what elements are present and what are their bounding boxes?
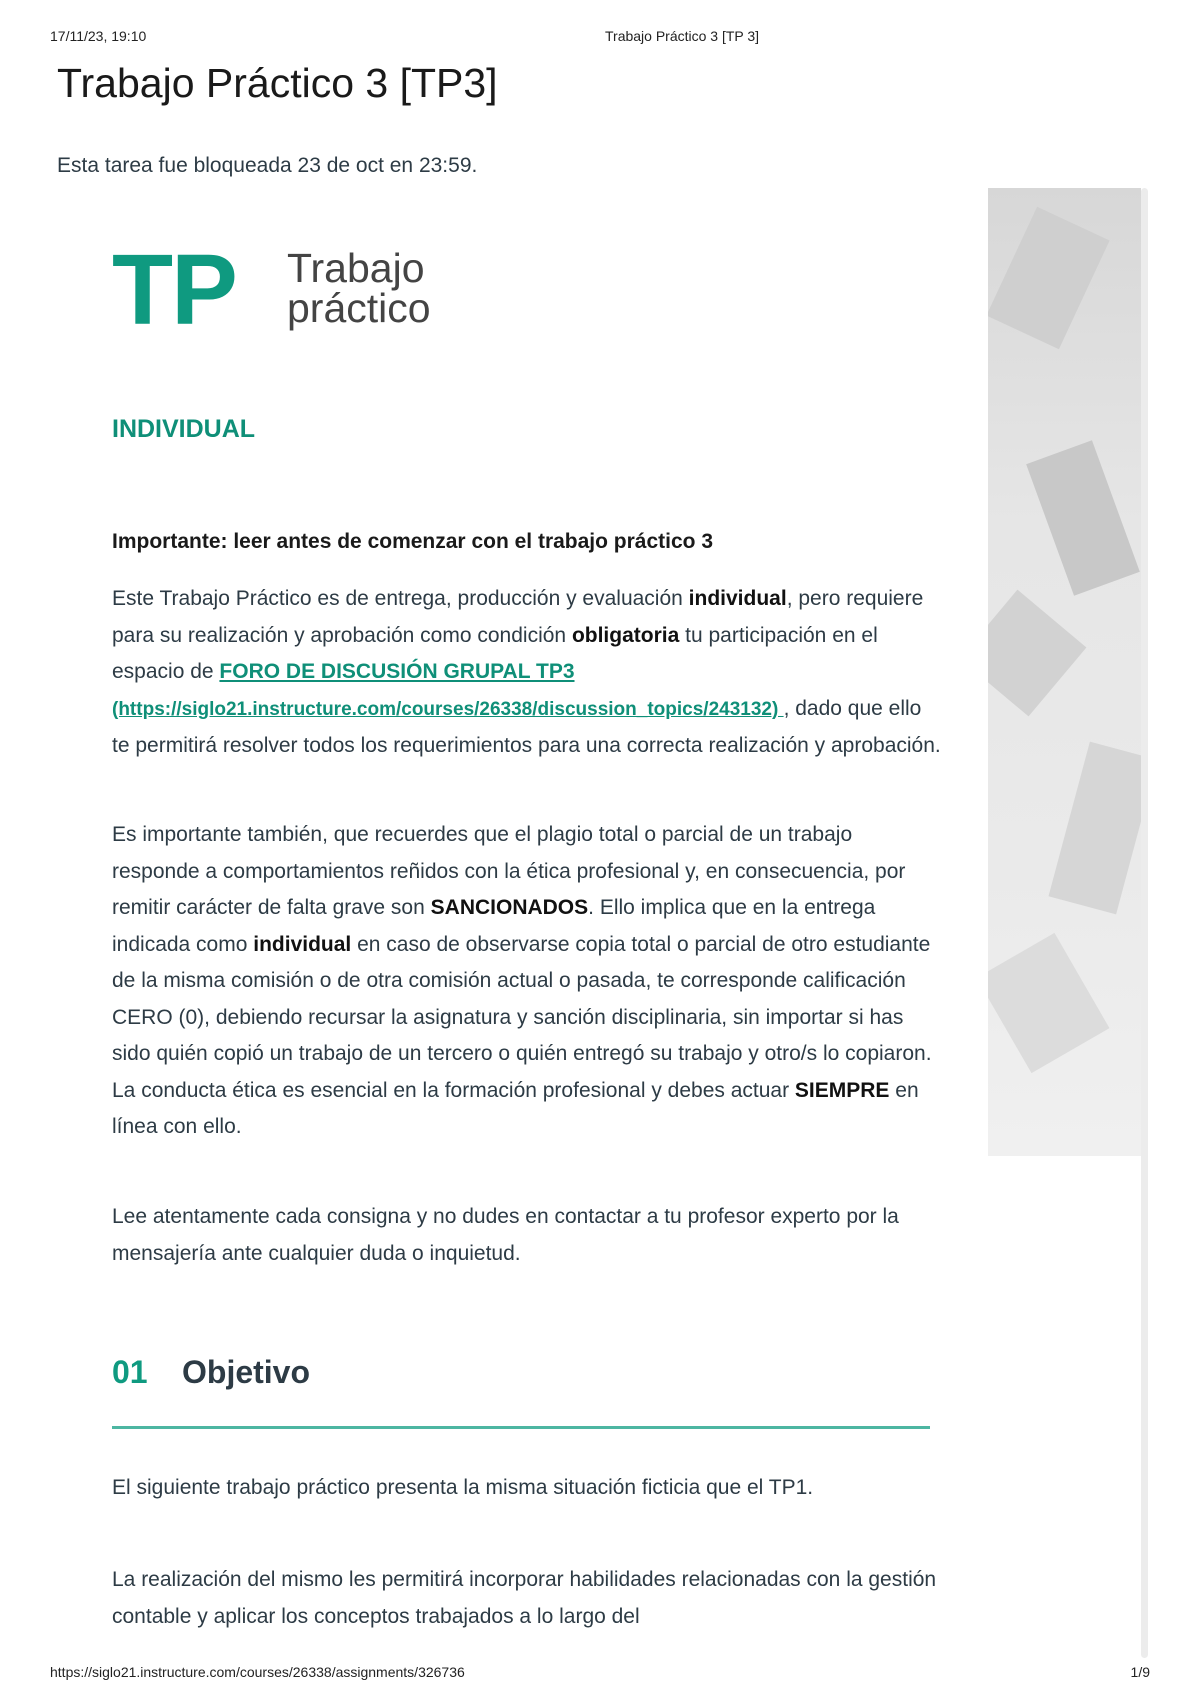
section-number: 01 <box>112 1354 148 1390</box>
tp-logo-word-line2: práctico <box>287 285 431 331</box>
paragraph-participation <box>112 581 942 765</box>
p2-bold-individual: individual <box>253 932 352 956</box>
print-datetime: 17/11/23, 19:10 <box>50 28 147 44</box>
p2-text-1: Es importante también, que recuerdes que el plagio total o parcial de un trabajo responde a comportamientos reñidos con la ética profesional y, en consecuencia, por remitir carácter de falta grave son <box>112 823 906 919</box>
tp-logo-word <box>287 245 431 331</box>
p2-bold-sancionados: SANCIONADOS <box>430 896 589 919</box>
decorative-side-image <box>988 188 1141 1156</box>
p1-text-4: , dado que ello te permitirá resolver todos los requerimientos para una correcta realización y aprobación. <box>112 696 941 757</box>
tp-logo-mark: TP <box>112 234 236 346</box>
p2-text-4: en línea con ello. <box>112 1078 919 1138</box>
forum-url-link[interactable]: (https://siglo21.instructure.com/courses/26338/discussion_topics/243132) <box>112 698 784 720</box>
lock-notice: Esta tarea fue bloqueada 23 de oct en 23:59. <box>57 154 478 177</box>
p1-bold-obligatoria: obligatoria <box>571 623 680 647</box>
section-title: Objetivo <box>182 1354 311 1390</box>
print-doc-title: Trabajo Práctico 3 [TP 3] <box>605 28 760 44</box>
section-divider <box>112 1426 930 1429</box>
print-header <box>50 28 1150 48</box>
p2-text-3: en caso de observarse copia total o parcial de otro estudiante de la misma comisión o de otra comisión actual o pasada, te corresponde calificación CERO (0), debiendo recursar la asignatura y sanción disciplinaria, sin importar si has sido quién copió un trabajo de un tercero o quién entregó su trabajo y otro/s lo copiaron. La conducta ética es esencial en la formación profesional y debes actuar <box>112 932 932 1102</box>
print-footer <box>50 1664 1150 1684</box>
print-page-number: 1/9 <box>1130 1664 1150 1680</box>
p2-text-2: . Ello implica que en la entrega indicada como <box>112 896 876 956</box>
p2-bold-siempre: SIEMPRE <box>794 1078 890 1102</box>
importante-heading: Importante: leer antes de comenzar con el trabajo práctico 3 <box>112 530 714 553</box>
p1-text-3: tu participación en el espacio de <box>112 623 878 683</box>
paragraph-plagiarism <box>112 817 942 1146</box>
individual-label: INDIVIDUAL <box>112 415 256 443</box>
forum-link[interactable]: FORO DE DISCUSIÓN GRUPAL TP3 <box>219 660 575 683</box>
p1-text-2: , pero requiere para su realización y aprobación como condición <box>112 587 924 647</box>
p1-text-1: Este Trabajo Práctico es de entrega, producción y evaluación <box>112 587 689 610</box>
page-scrollbar[interactable] <box>1141 188 1148 1658</box>
print-url: https://siglo21.instructure.com/courses/26338/assignments/326736 <box>50 1664 465 1680</box>
tp-logo-word-line1: Trabajo <box>287 245 425 291</box>
p1-bold-individual: individual <box>688 587 787 610</box>
paragraph-objective-2: La realización del mismo les permitirá incorporar habilidades relacionadas con la gestión contable y aplicar los conceptos trabajados a lo largo del <box>112 1568 937 1628</box>
paragraph-contact: Lee atentamente cada consigna y no dudes en contactar a tu profesor experto por la mensajería ante cualquier duda o inquietud. <box>112 1205 899 1265</box>
paragraph-objective-1: El siguiente trabajo práctico presenta la misma situación ficticia que el TP1. <box>112 1476 814 1499</box>
page-title: Trabajo Práctico 3 [TP3] <box>57 60 498 106</box>
